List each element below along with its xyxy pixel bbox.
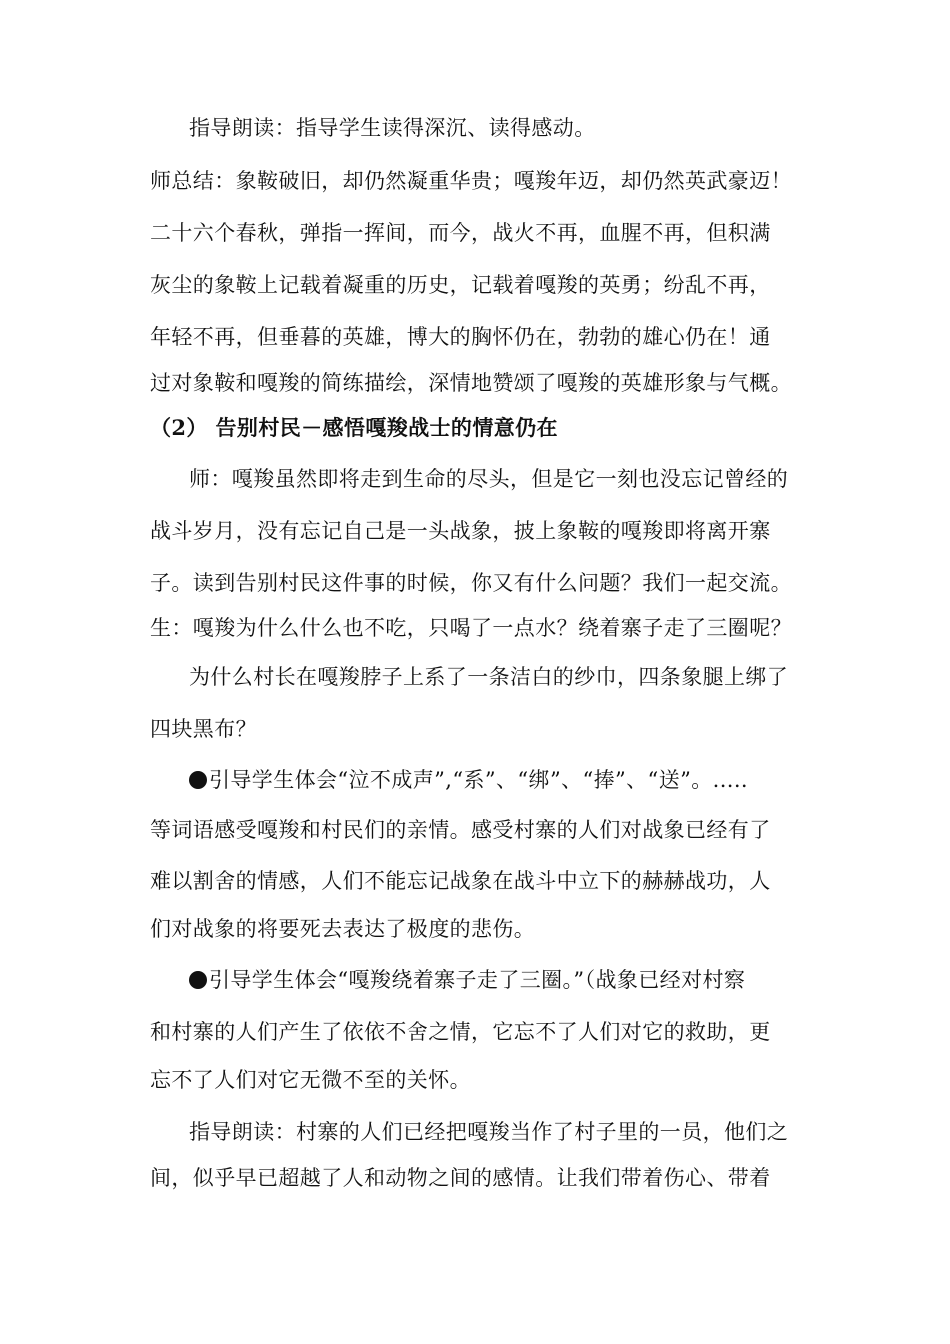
- paragraph-line: 指导朗读：村寨的人们已经把嘎羧当作了村子里的一员，他们之: [189, 1120, 789, 1144]
- paragraph-line: 等词语感受嘎羧和村民们的亲情。感受村寨的人们对战象已经有了: [150, 818, 771, 842]
- bullet-line: [189, 966, 810, 994]
- paragraph-line: 师总结：象鞍破旧，却仍然凝重华贵；嘎羧年迈，却仍然英武豪迈！: [150, 169, 792, 193]
- paragraph-line: 年轻不再，但垂暮的英雄，博大的胸怀仍在，勃勃的雄心仍在！通: [150, 325, 771, 349]
- paragraph-line: 间，似乎早已超越了人和动物之间的感情。让我们带着伤心、带着: [150, 1166, 771, 1190]
- paragraph-line: 和村寨的人们产生了依依不舍之情，它忘不了人们对它的救助，更: [150, 1020, 771, 1044]
- bullet-icon: [189, 971, 207, 989]
- bullet-text: 引导学生体会“嘎羧绕着寨子走了三圈。”（战象已经对村察: [209, 968, 746, 992]
- paragraph-line: 战斗岁月，没有忘记自己是一头战象，披上象鞍的嘎羧即将离开寨: [150, 519, 771, 543]
- bullet-text: 引导学生体会“泣不成声”,“系”、“绑”、“捧”、“送”。.....: [209, 768, 749, 792]
- paragraph-line: 灰尘的象鞍上记载着凝重的历史，记载着嘎羧的英勇；纷乱不再，: [150, 273, 771, 297]
- paragraph-line: 二十六个春秋，弹指一挥间，而今，战火不再，血腥不再，但积满: [150, 221, 771, 245]
- paragraph-line: 师：嘎羧虽然即将走到生命的尽头，但是它一刻也没忘记曾经的: [189, 467, 789, 491]
- bullet-icon: [189, 771, 207, 789]
- paragraph-line: 忘不了人们对它无微不至的关怀。: [150, 1068, 471, 1092]
- paragraph-line: 为什么村长在嘎羧脖子上系了一条洁白的纱巾，四条象腿上绑了: [189, 665, 789, 689]
- section-heading: （2） 告别村民－感悟嘎羧战士的情意仍在: [150, 415, 558, 440]
- paragraph-line: 难以割舍的情感，人们不能忘记战象在战斗中立下的赫赫战功，人: [150, 869, 771, 893]
- bullet-line: [189, 766, 810, 794]
- paragraph-line: 生：嘎羧为什么什么也不吃，只喝了一点水？绕着寨子走了三圈呢？: [150, 616, 792, 640]
- paragraph-line: 们对战象的将要死去表达了极度的悲伤。: [150, 917, 536, 941]
- paragraph-line: 过对象鞍和嘎羧的简练描绘，深情地赞颂了嘎羧的英雄形象与气概。: [150, 371, 792, 395]
- paragraph-line: 指导朗读：指导学生读得深沉、读得感动。: [189, 116, 596, 140]
- paragraph-line: 四块黑布？: [150, 717, 257, 741]
- paragraph-line: 子。读到告别村民这件事的时候，你又有什么问题？我们一起交流。: [150, 571, 792, 595]
